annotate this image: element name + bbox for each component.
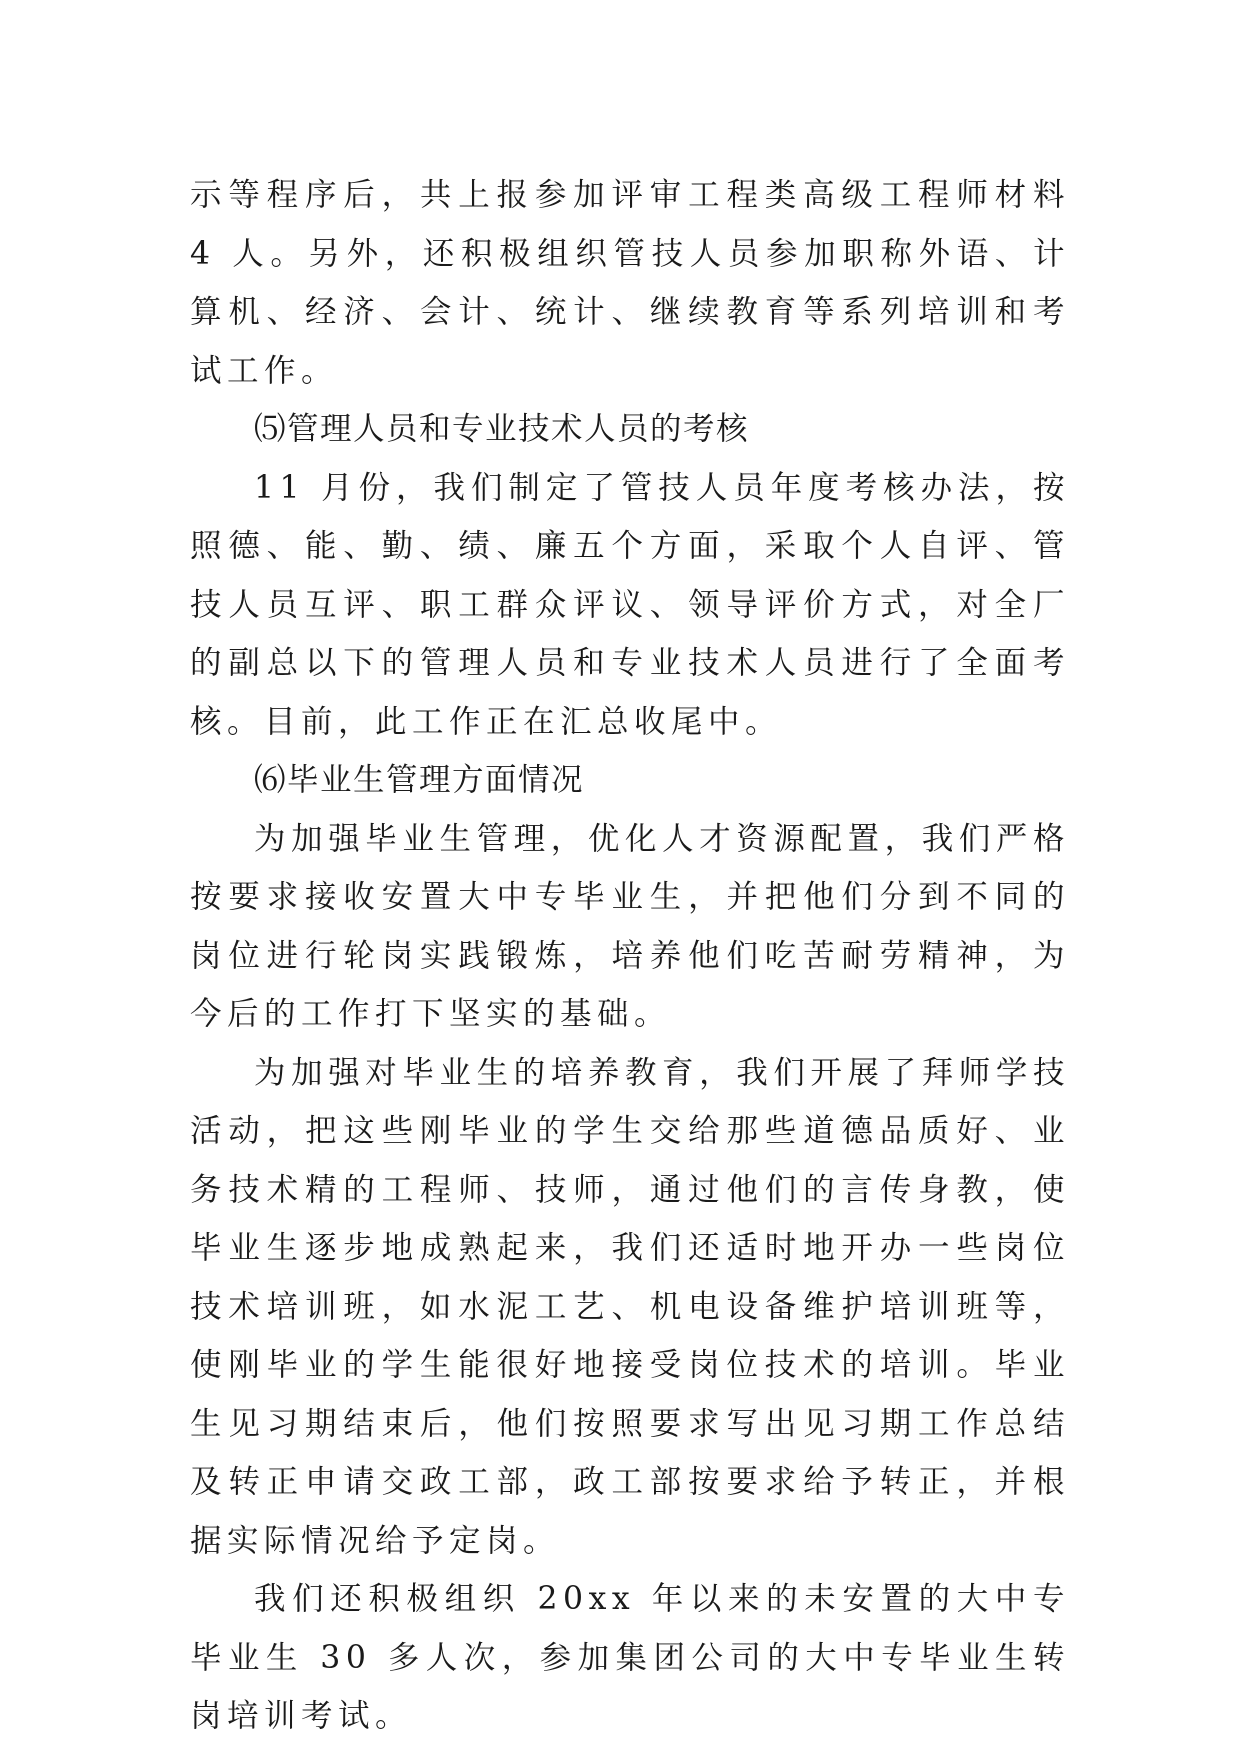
section-heading-staff-assessment: ⑸管理人员和专业技术人员的考核 xyxy=(254,411,750,447)
paragraph-title-review-continued: 示等程序后，共上报参加评审工程类高级工程师材料 4 人。另外，还积极组织管技人员参加职称外语、计算机、经济、会计、统计、继续教育等系列培训和考试工作。 xyxy=(190,177,1070,389)
paragraph-annual-assessment: 11 月份，我们制定了管技人员年度考核办法，按照德、能、勤、绩、廉五个方面，采取个人自评、管技人员互评、职工群众评议、领导评价方式，对全厂的副总以下的管理人员和专业技术人员进行了全面考核。目前，此工作正在汇总收尾中。 xyxy=(190,469,1070,740)
document-page xyxy=(190,166,1070,1746)
paragraph-graduate-exam: 我们还积极组织 20xx 年以来的未安置的大中专毕业生 30 多人次，参加集团公司的大中专毕业生转岗培训考试。 xyxy=(190,1581,1070,1734)
section-heading-graduate-management: ⑹毕业生管理方面情况 xyxy=(254,762,585,798)
paragraph-graduate-training: 为加强对毕业生的培养教育，我们开展了拜师学技活动，把这些刚毕业的学生交给那些道德品质好、业务技术精的工程师、技师，通过他们的言传身教，使毕业生逐步地成熟起来，我们还适时地开办一些岗位技术培训班，如水泥工艺、机电设备维护培训班等，使刚毕业的学生能很好地接受岗位技术的培训。毕业生见习期结束后，他们按照要求写出见习期工作总结及转正申请交政工部，政工部按要求给予转正，并根据实际情况给予定岗。 xyxy=(190,1054,1070,1559)
paragraph-graduate-placement: 为加强毕业生管理，优化人才资源配置，我们严格按要求接收安置大中专毕业生，并把他们分到不同的岗位进行轮岗实践锻炼，培养他们吃苦耐劳精神，为今后的工作打下坚实的基础。 xyxy=(190,820,1070,1032)
